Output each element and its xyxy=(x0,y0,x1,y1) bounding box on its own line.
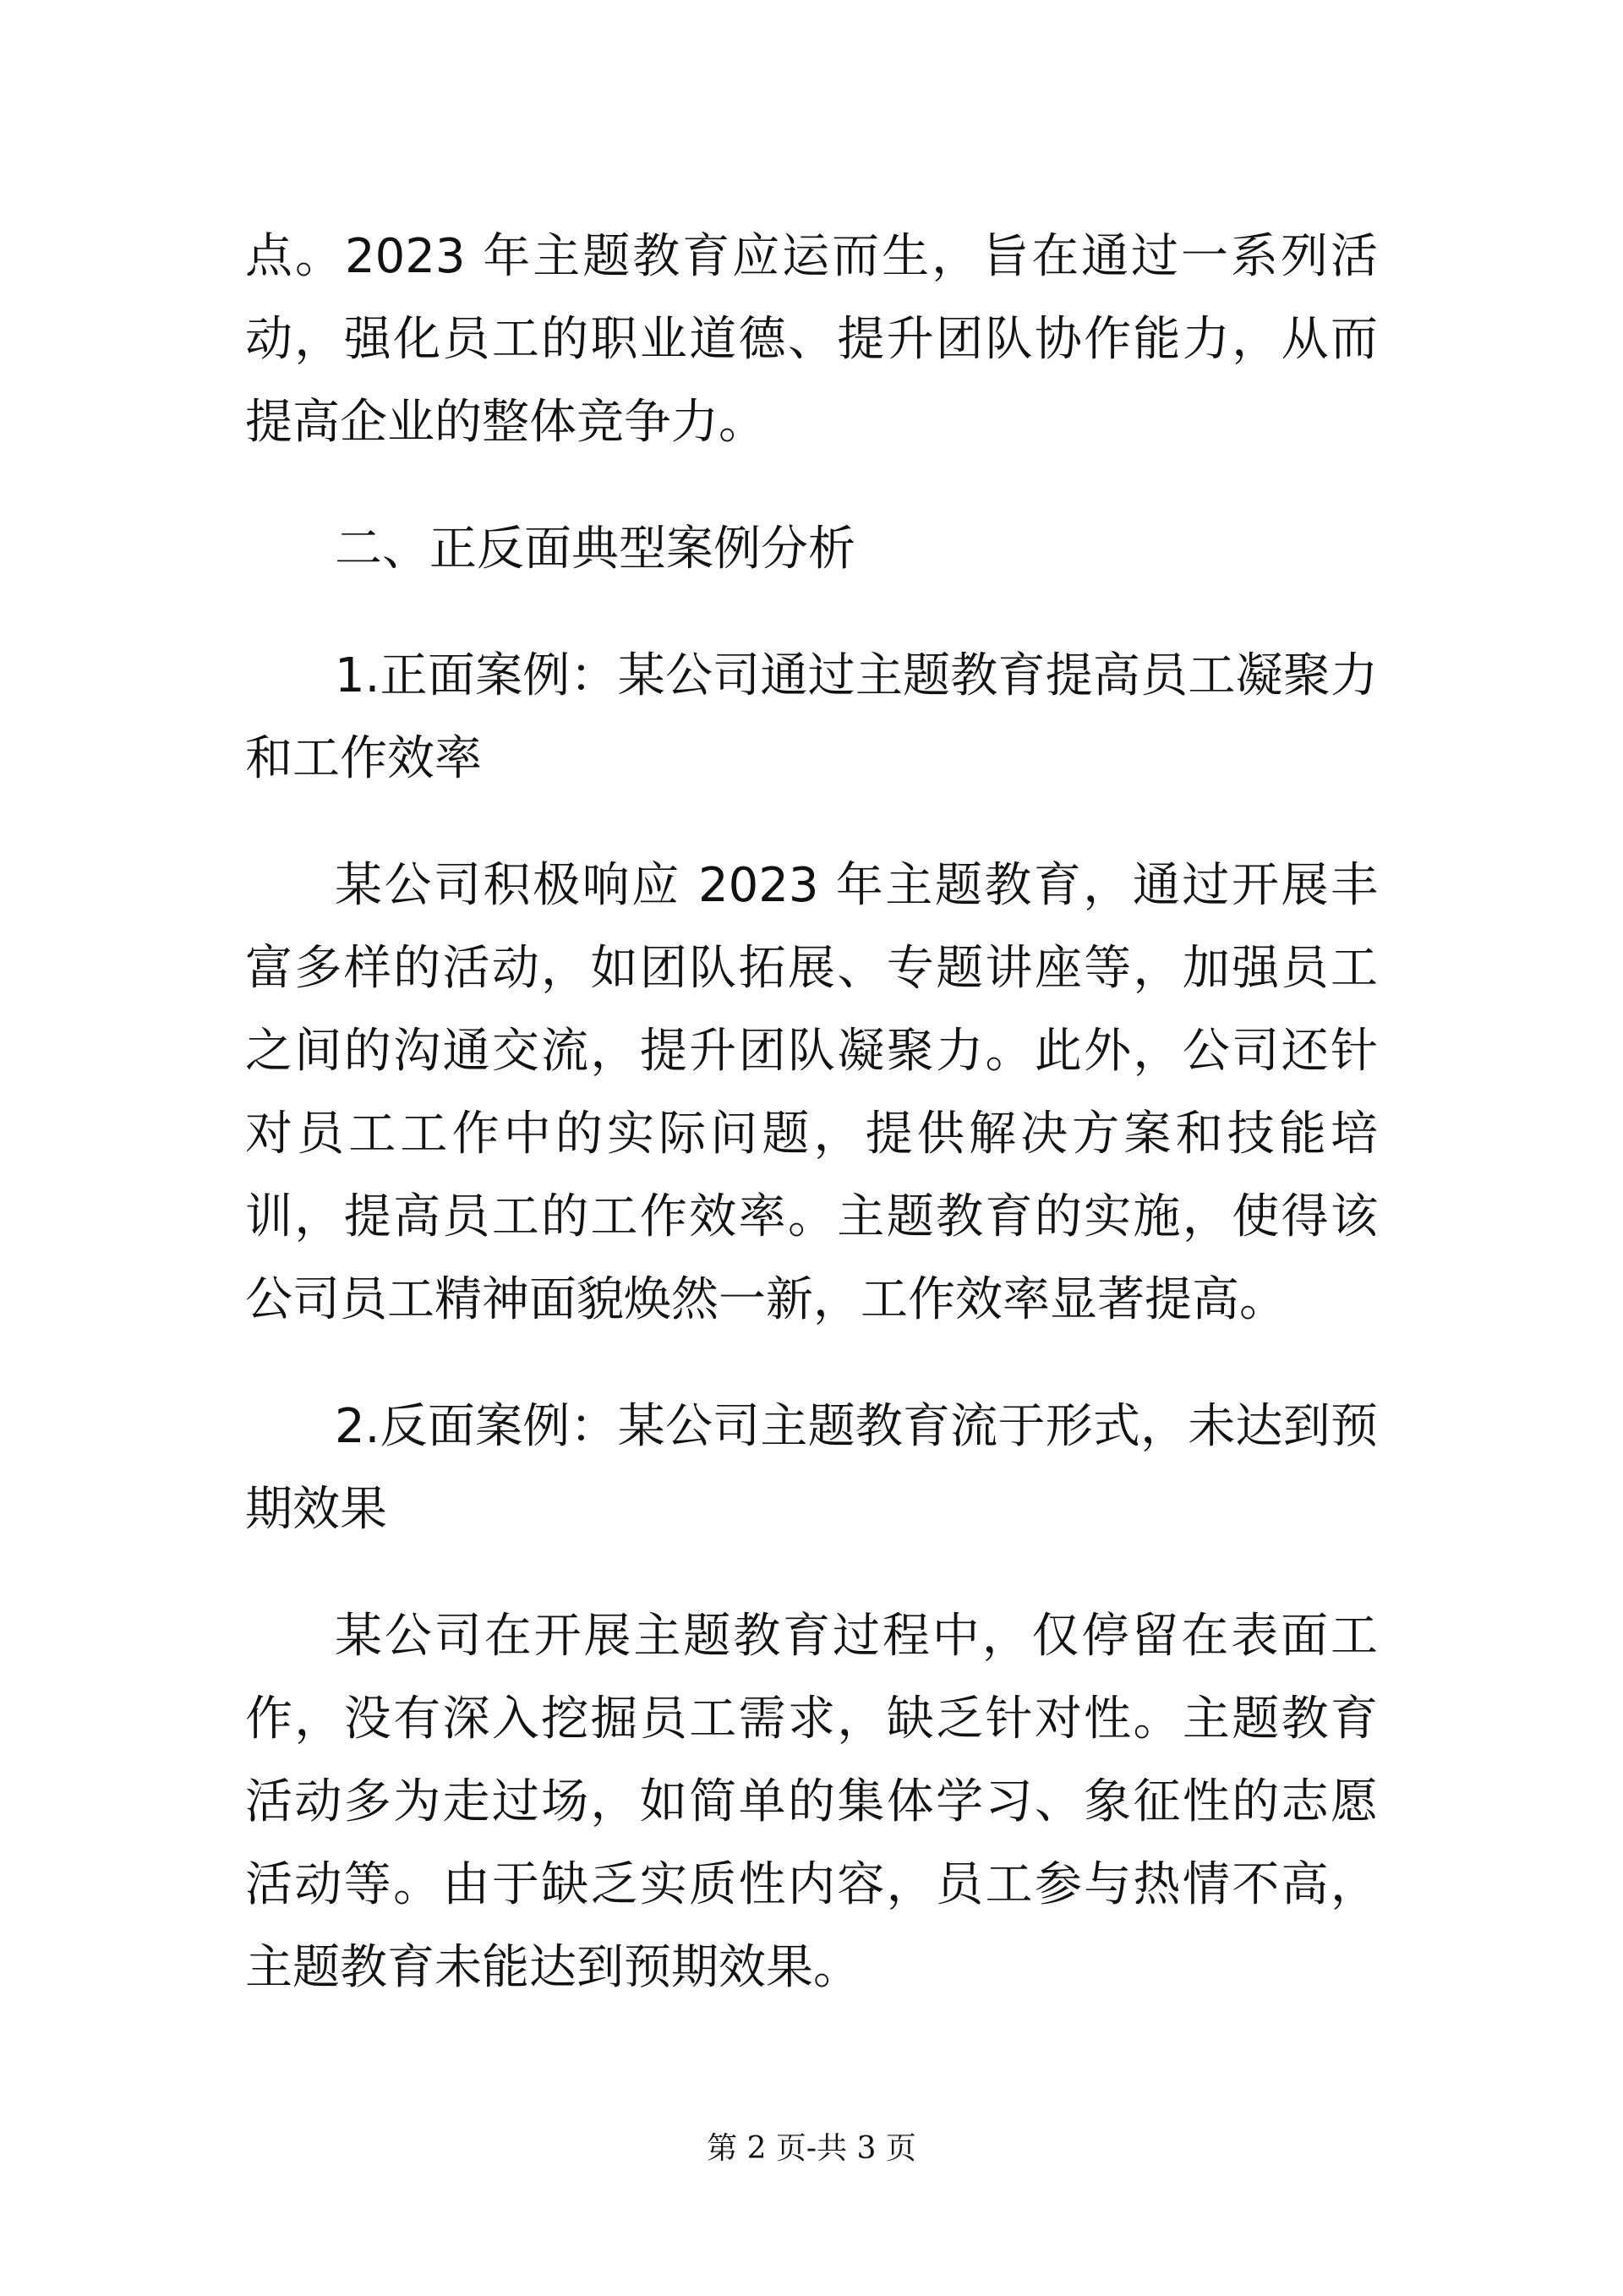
case-body-negative: 某公司在开展主题教育过程中，仅停留在表面工作，没有深入挖掘员工需求，缺乏针对性。主题教育活动多为走过场，如简单的集体学习、象征性的志愿活动等。由于缺乏实质性内容，员工参与热情不高，主题教育未能达到预期效果。 xyxy=(245,1609,1378,1995)
case-heading-negative: 2.反面案例：某公司主题教育流于形式，未达到预期效果 xyxy=(245,1399,1378,1537)
paragraph-continuation: 点。2023 年主题教育应运而生，旨在通过一系列活动，强化员工的职业道德、提升团队协作能力，从而提高企业的整体竞争力。 xyxy=(245,229,1378,450)
document-body xyxy=(245,216,1378,2053)
section-heading: 二、正反面典型案例分析 xyxy=(335,522,855,577)
page-footer: 第 2 页-共 3 页 xyxy=(707,2131,916,2166)
case-heading-positive: 1.正面案例：某公司通过主题教育提高员工凝聚力和工作效率 xyxy=(245,648,1378,786)
case-body-positive: 某公司积极响应 2023 年主题教育，通过开展丰富多样的活动，如团队拓展、专题讲座等，加强员工之间的沟通交流，提升团队凝聚力。此外，公司还针对员工工作中的实际问题，提供解决方案和技能培训，提高员工的工作效率。主题教育的实施，使得该公司员工精神面貌焕然一新，工作效率显著提高。 xyxy=(245,858,1378,1327)
